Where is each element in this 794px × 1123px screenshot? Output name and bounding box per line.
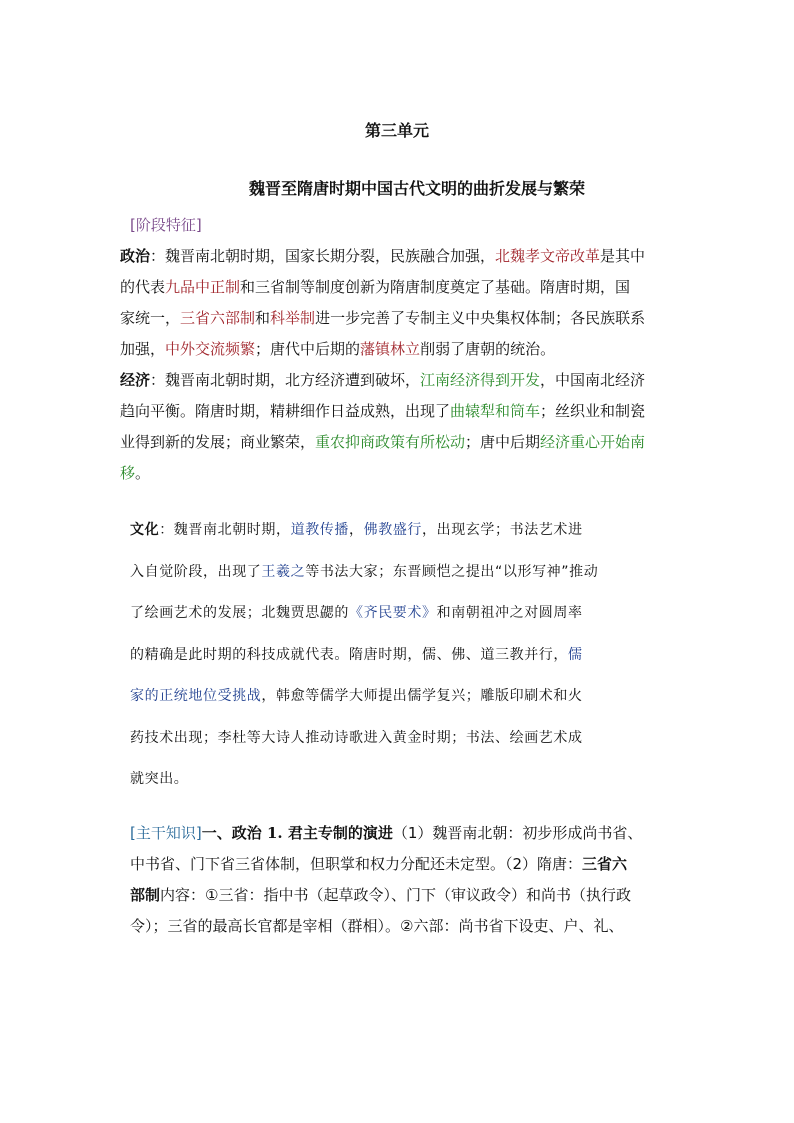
politics-line-3 xyxy=(120,303,680,334)
culture-line-6: 药技术出现；李杜等大诗人推动诗歌进入黄金时期；书法、绘画艺术成 xyxy=(130,729,583,746)
text-run: （1）魏晋南北朝：初步形成尚书省、 xyxy=(392,824,643,842)
text-run: ：魏晋南北朝时期，国家长期分裂，民族融合加强， xyxy=(150,247,496,265)
text-run: 加强， xyxy=(120,340,166,358)
economy-line-1 xyxy=(120,365,680,396)
politics-label: 政治 xyxy=(120,247,151,265)
text-run: 内容：①三省：指中书（起草政令）、门下（审议政令）和尚书（执行政 xyxy=(160,886,631,904)
section-heading: 一、政治 1. 君主专制的演进 xyxy=(201,824,393,842)
culture-line-7: 就突出。 xyxy=(130,771,189,787)
text-run: 业得到新的发展；商业繁荣， xyxy=(120,433,316,451)
politics-line-2 xyxy=(120,272,680,303)
text-run: 进一步完善了专制主义中央集权体制；各民族联系 xyxy=(315,309,646,327)
culture-label: 文化 xyxy=(130,522,160,538)
text-run: 和三省制等制度创新为隋唐制度奠定了基础。隋唐时期，国 xyxy=(240,278,631,296)
text-run: ：魏晋南北朝时期，北方经济遭到破坏， xyxy=(150,371,421,389)
economy-label: 经济 xyxy=(120,371,151,389)
culture-line-3 xyxy=(120,593,680,635)
highlight-term: 九品中正制 xyxy=(165,278,241,296)
text-run: 和南朝祖冲之对圆周率 xyxy=(436,605,583,621)
text-run: 的代表 xyxy=(120,278,166,296)
text-run: 是其中 xyxy=(600,247,646,265)
economy-line-4 xyxy=(120,458,680,489)
culture-line-5 xyxy=(120,676,680,718)
economy-line-2 xyxy=(120,396,680,427)
text-run: ；唐代中后期的 xyxy=(255,340,361,358)
main-knowledge-section xyxy=(120,818,680,942)
politics-line-4 xyxy=(120,334,680,365)
highlight-term: 重农抑商政策有所松动 xyxy=(315,433,466,451)
knowledge-line-4: 令）；三省的最高长官都是宰相（群相）。②六部：尚书省下设吏、户、礼、 xyxy=(130,917,624,935)
text-run: 。 xyxy=(135,464,151,482)
main-title: 魏晋至隋唐时期中国古代文明的曲折发展与繁荣 xyxy=(248,179,585,198)
text-run: 家统一， xyxy=(120,309,181,327)
knowledge-line-1 xyxy=(120,818,680,849)
text-run: 和 xyxy=(255,309,271,327)
highlight-term: 《齐民要术》 xyxy=(349,605,437,621)
highlight-term: 道教传播 xyxy=(290,522,350,538)
highlight-term: 经济重心开始南 xyxy=(540,433,646,451)
economy-line-3 xyxy=(120,427,680,458)
text-run: 了绘画艺术的发展；北魏贾思勰的 xyxy=(130,605,349,621)
bold-term: 三省六 xyxy=(582,855,628,873)
culture-line-4 xyxy=(120,635,680,677)
text-run: 中书省、门下省三省体制，但职掌和权力分配还未定型。（2）隋唐： xyxy=(130,855,583,873)
text-run: 的精确是此时期的科技成就代表。隋唐时期，儒、佛、道三教并行， xyxy=(130,646,568,663)
text-run: 趋向平衡。隋唐时期，精耕细作日益成熟，出现了 xyxy=(120,402,451,420)
text-run: ，出现玄学；书法艺术进 xyxy=(422,522,583,538)
highlight-term: 江南经济得到开发 xyxy=(420,371,541,389)
text-run: ；唐中后期 xyxy=(465,433,541,451)
highlight-term: 北魏孝文帝改革 xyxy=(495,247,601,265)
politics-line-1 xyxy=(120,241,680,272)
knowledge-line-2 xyxy=(120,849,680,880)
text-run: 等书法大家；东晋顾恺之提出“以形写神”推动 xyxy=(305,563,599,580)
highlight-term: 佛教盛行 xyxy=(363,522,423,538)
culture-section xyxy=(120,510,680,801)
text-run: ，韩愈等儒学大师提出儒学复兴；雕版印刷术和火 xyxy=(261,688,583,704)
stage-tag: [阶段特征] xyxy=(130,216,202,234)
highlight-term: 王羲之 xyxy=(261,563,306,580)
highlight-term: 儒 xyxy=(568,646,583,663)
culture-line-2 xyxy=(120,552,680,594)
text-run: 入自觉阶段，出现了 xyxy=(130,563,262,580)
text-run: 削弱了唐朝的统治。 xyxy=(420,340,556,358)
highlight-term: 中外交流频繁 xyxy=(165,340,256,358)
knowledge-line-3 xyxy=(120,880,680,911)
text-run: ，中国南北经济 xyxy=(540,371,646,389)
highlight-term: 曲辕犁和筒车 xyxy=(450,402,541,420)
text-run: ， xyxy=(349,522,364,538)
main-knowledge-tag: [主干知识] xyxy=(130,824,202,842)
culture-line-1 xyxy=(120,510,680,552)
highlight-term: 移 xyxy=(120,464,136,482)
stage-features-section xyxy=(120,210,680,489)
highlight-term: 三省六部制 xyxy=(180,309,256,327)
unit-title: 第三单元 xyxy=(364,121,429,140)
highlight-term: 科举制 xyxy=(270,309,316,327)
text-run: ：魏晋南北朝时期， xyxy=(159,522,291,538)
highlight-term: 藩镇林立 xyxy=(360,340,421,358)
highlight-term: 家的正统地位受挑战 xyxy=(130,688,262,704)
text-run: ；丝织业和制瓷 xyxy=(540,402,646,420)
bold-term: 部制 xyxy=(130,886,161,904)
